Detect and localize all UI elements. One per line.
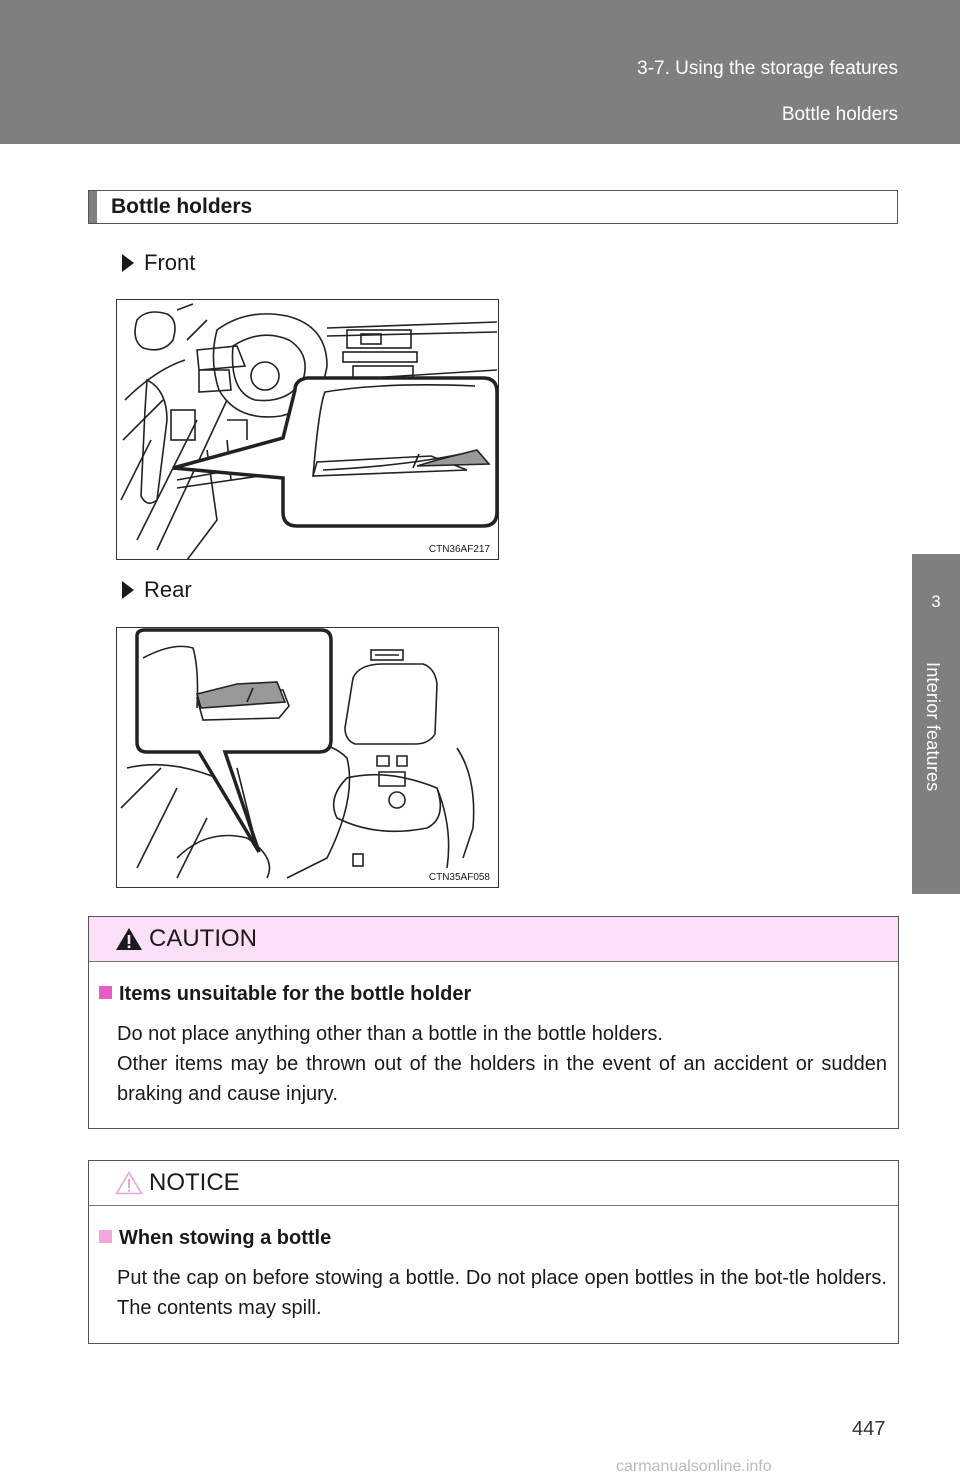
caution-text-2: Other items may be thrown out of the holders in the event of an accident or sudden braking and cause injury. bbox=[117, 1053, 887, 1105]
caution-box bbox=[88, 916, 899, 1129]
watermark: carmanualsonline.info bbox=[616, 1458, 772, 1475]
chapter-label: Interior features bbox=[923, 662, 943, 792]
front-figure-code: CTN36AF217 bbox=[428, 544, 490, 555]
rear-figure-code: CTN35AF058 bbox=[428, 872, 490, 883]
caution-header bbox=[89, 917, 898, 962]
notice-heading: NOTICE bbox=[149, 1169, 240, 1196]
chapter-number-box bbox=[912, 554, 960, 654]
notice-text: Put the cap on before stowing a bottle. Do not place open bottles in the bot-tle holders. The contents may spill. bbox=[117, 1267, 887, 1319]
header-section-title: 3-7. Using the storage features bbox=[637, 58, 898, 79]
caution-heading: CAUTION bbox=[149, 925, 257, 952]
arrow-right-icon bbox=[122, 581, 134, 599]
rear-illustration bbox=[116, 627, 499, 888]
rear-label-text: Rear bbox=[144, 577, 192, 602]
warning-triangle-icon bbox=[115, 927, 143, 951]
front-illustration bbox=[116, 299, 499, 560]
title-accent bbox=[89, 191, 97, 223]
section-title: Bottle holders bbox=[111, 195, 253, 218]
caution-item-title bbox=[99, 983, 471, 1006]
rear-console-drawing bbox=[117, 628, 498, 887]
chapter-label-box bbox=[912, 654, 960, 894]
caution-text-1: Do not place anything other than a bottle in the bottle holders. bbox=[117, 1023, 663, 1045]
page-number: 447 bbox=[852, 1418, 886, 1440]
notice-triangle-icon bbox=[115, 1171, 143, 1195]
notice-item-title-text: When stowing a bottle bbox=[119, 1227, 332, 1249]
square-bullet-icon bbox=[99, 1230, 112, 1243]
front-label bbox=[122, 250, 195, 276]
header-subsection-title: Bottle holders bbox=[781, 104, 898, 125]
notice-box bbox=[88, 1160, 899, 1344]
front-dashboard-drawing bbox=[117, 300, 498, 559]
chapter-number: 3 bbox=[931, 592, 941, 611]
notice-header bbox=[89, 1161, 898, 1206]
notice-item-title bbox=[99, 1227, 331, 1250]
front-label-text: Front bbox=[144, 250, 196, 275]
caution-item-title-text: Items unsuitable for the bottle holder bbox=[119, 983, 472, 1005]
arrow-right-icon bbox=[122, 254, 134, 272]
section-title-bar bbox=[88, 190, 898, 224]
rear-label bbox=[122, 577, 192, 603]
page-header bbox=[0, 0, 960, 144]
square-bullet-icon bbox=[99, 986, 112, 999]
chapter-side-tab bbox=[912, 144, 960, 1484]
